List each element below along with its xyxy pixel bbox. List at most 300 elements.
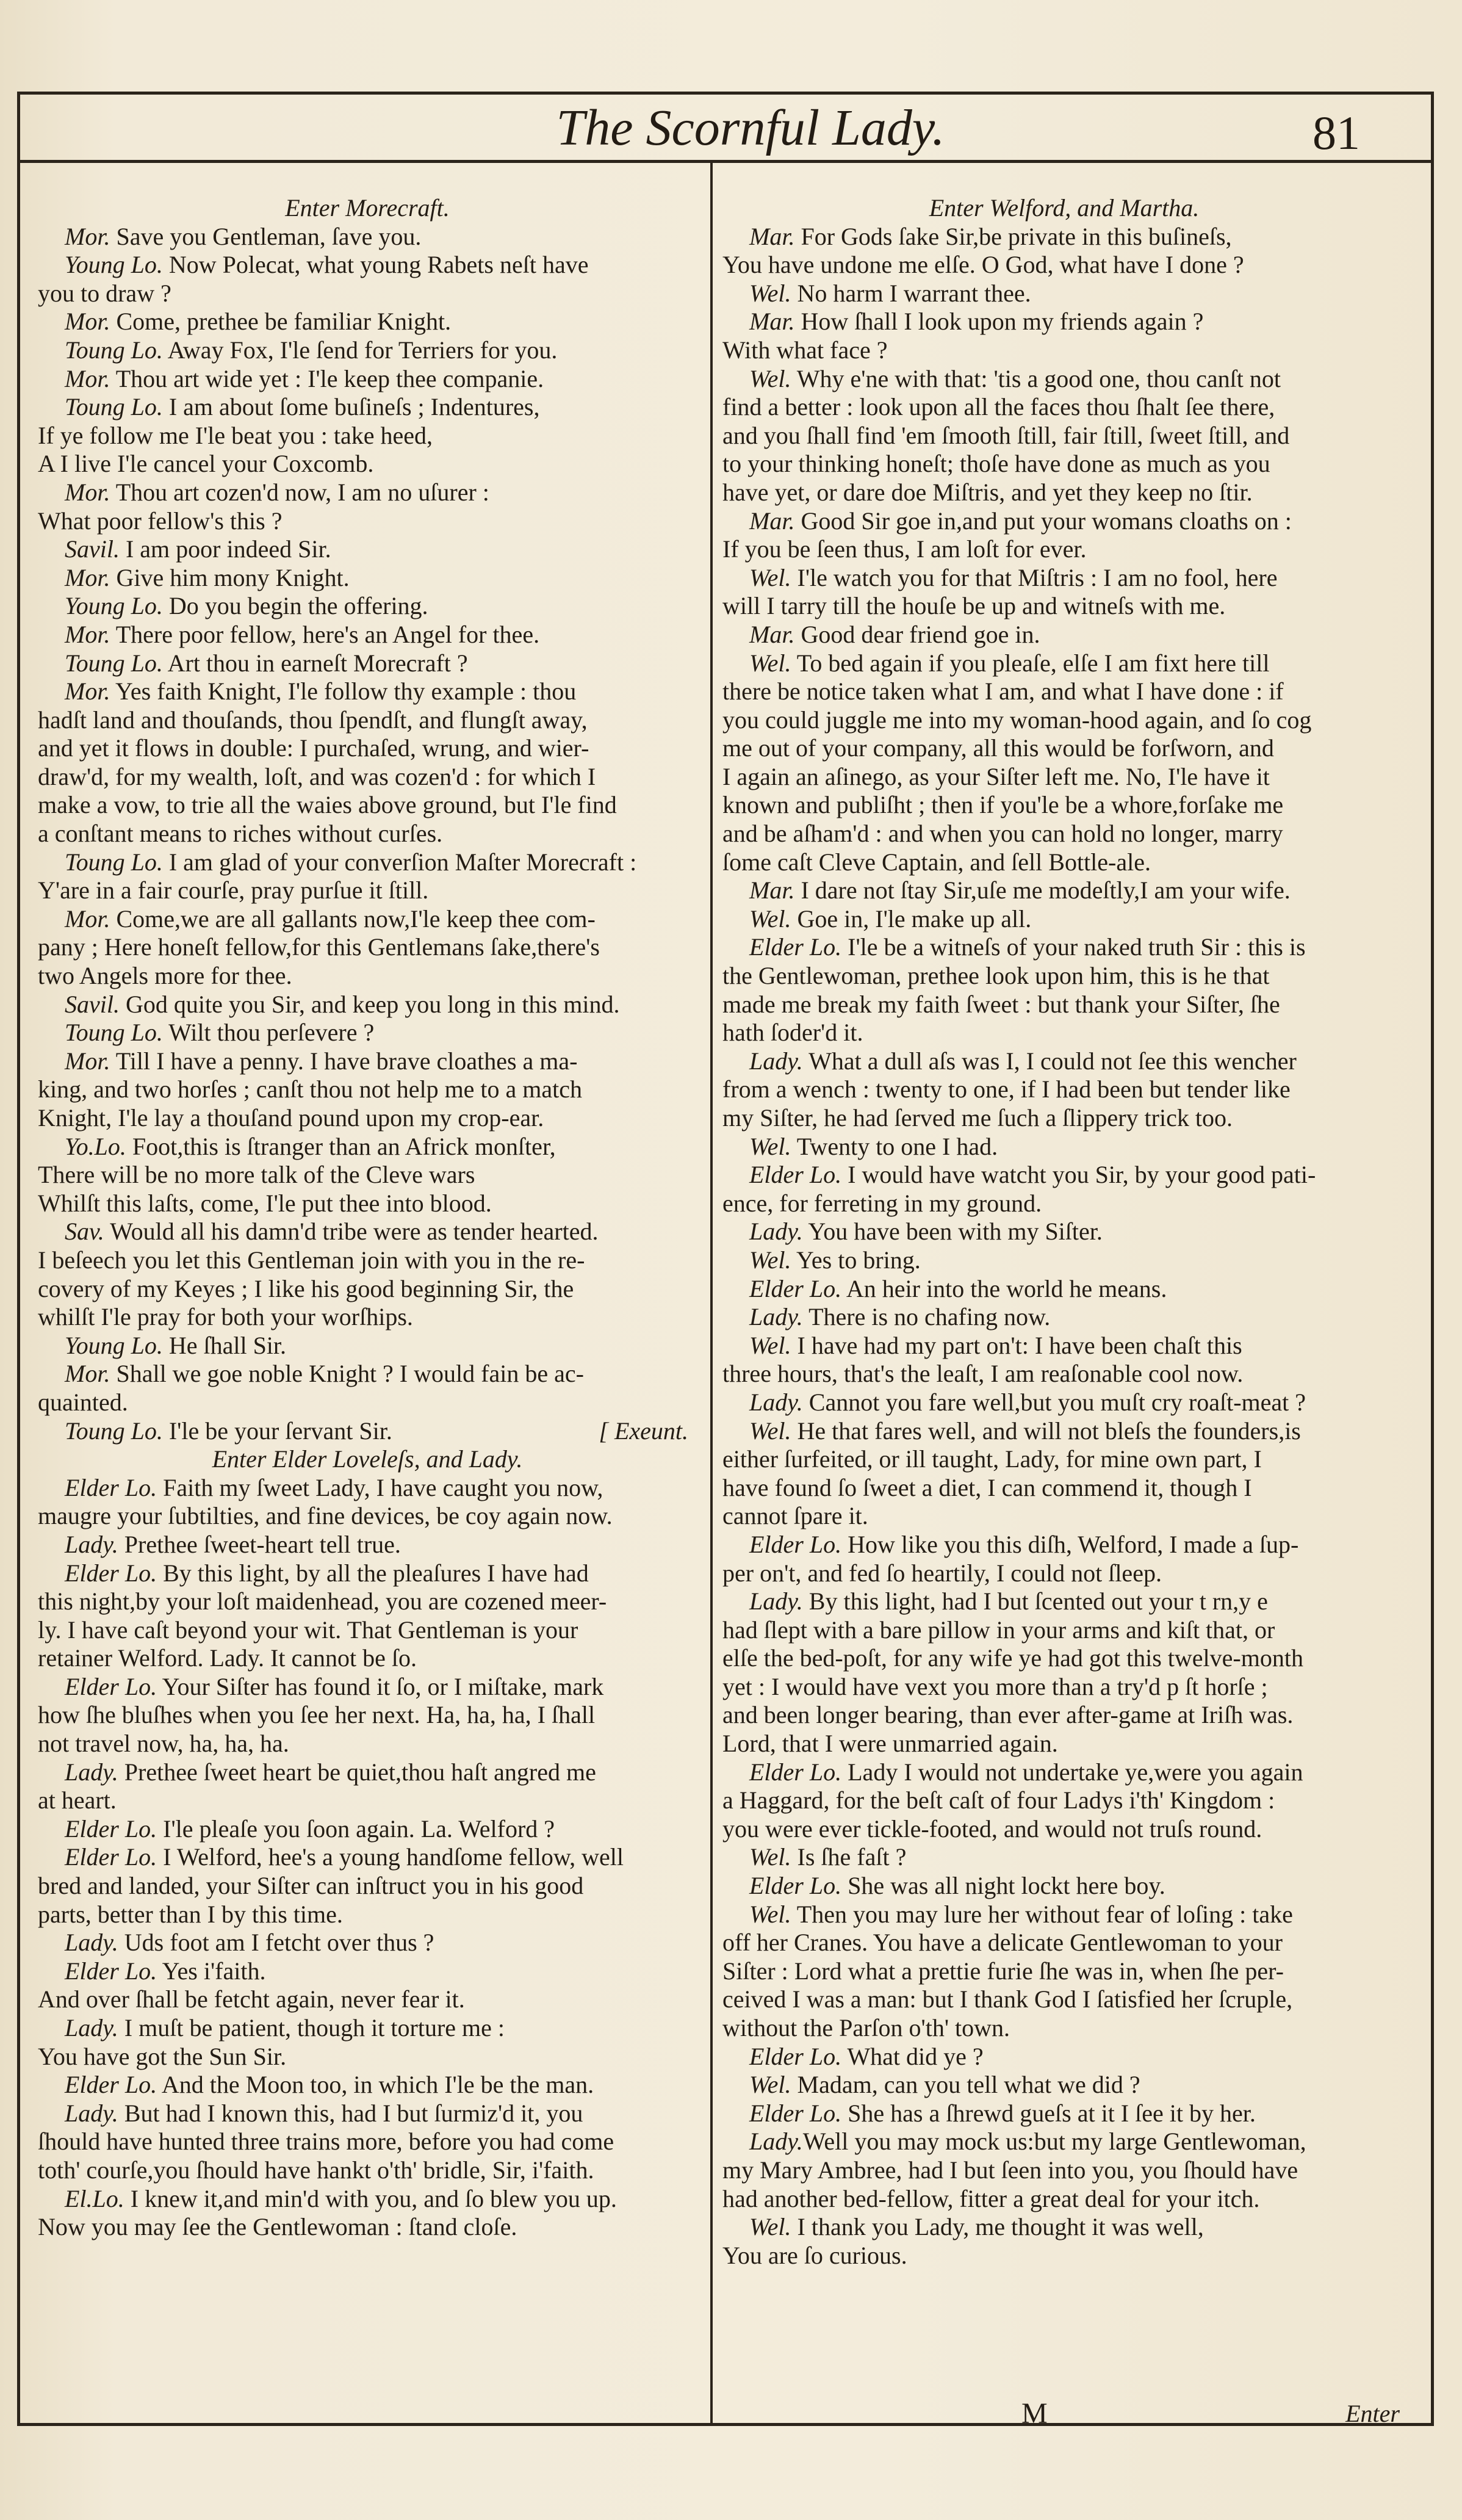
stage-direction xyxy=(38,1445,697,1474)
continuation-line xyxy=(722,2014,1406,2043)
continuation-line xyxy=(38,1901,697,1929)
speech-text: Do you begin the offering. xyxy=(162,592,428,620)
speech-text: hath ſoder'd it. xyxy=(722,1019,863,1047)
speech-text: parts, better than I by this time. xyxy=(38,1900,343,1928)
signature-mark: M xyxy=(1021,2397,1048,2430)
speech-text: covery of my Keyes ; I like his good beginning Sir, the xyxy=(38,1274,574,1302)
speech-line xyxy=(722,507,1406,536)
speech-text: ceived I was a man: but I thank God I ſatisfied her ſcruple, xyxy=(722,1985,1293,2013)
speech-line xyxy=(38,1673,697,1702)
speech-text: I'le be a witneſs of your naked truth Sir : this is xyxy=(841,933,1306,961)
speaker-name: Toung Lo. xyxy=(65,1417,163,1445)
speaker-name: Elder Lo. xyxy=(749,1161,842,1189)
speaker-name: Mor. xyxy=(65,1047,110,1075)
speaker-name: Wel. xyxy=(749,563,791,591)
speech-line xyxy=(722,2043,1406,2071)
speech-line xyxy=(722,1417,1406,1446)
speaker-name: Lady. xyxy=(749,1587,803,1616)
speech-text: a conſtant means to riches without curſes. xyxy=(38,820,443,848)
speech-text: God quite you Sir, and keep you long in this mind. xyxy=(119,990,620,1018)
speech-line xyxy=(722,621,1406,649)
speaker-name: Wel. xyxy=(749,1246,791,1274)
speech-line xyxy=(38,564,697,593)
speaker-name: Mar. xyxy=(749,308,795,336)
speech-line xyxy=(722,1872,1406,1901)
continuation-line xyxy=(722,677,1406,706)
speech-text: I have had my part on't: I have been chaſt this xyxy=(791,1331,1242,1359)
speech-text: Prethee ſweet-heart tell true. xyxy=(118,1530,401,1558)
speech-text: You have undone me elſe. O God, what have I done ? xyxy=(722,251,1244,279)
speech-text: What did ye ? xyxy=(841,2042,984,2070)
speaker-name: Elder Lo. xyxy=(65,1559,157,1587)
speaker-name: Elder Lo. xyxy=(749,1758,842,1786)
speaker-name: Yo.Lo. xyxy=(65,1132,126,1160)
stage-direction xyxy=(722,194,1406,223)
speech-text: how ſhe bluſhes when you ſee her next. Ha, ha, ha, I ſhall xyxy=(38,1701,596,1729)
speech-line xyxy=(38,991,697,1019)
speaker-name: Elder Lo. xyxy=(65,1814,157,1843)
continuation-line xyxy=(38,422,697,450)
continuation-line xyxy=(38,1730,697,1758)
speech-line xyxy=(38,677,697,706)
speaker-name: Toung Lo. xyxy=(65,848,163,876)
continuation-line xyxy=(38,450,697,478)
speech-text: Art thou in earneſt Morecraft ? xyxy=(162,649,468,677)
speech-line xyxy=(722,1843,1406,1872)
speech-text: What poor fellow's this ? xyxy=(38,507,283,535)
speech-text: per on't, and fed ſo heartily, I could not ſleep. xyxy=(722,1559,1162,1587)
speech-text: ence, for ferreting in my ground. xyxy=(722,1189,1042,1217)
speech-text: She was all night lockt here boy. xyxy=(841,1872,1165,1900)
speech-line xyxy=(722,564,1406,593)
speech-line xyxy=(722,876,1406,905)
speech-line xyxy=(38,535,697,564)
speech-text: and been longer bearing, than ever after-game at Iriſh was. xyxy=(722,1701,1294,1729)
speech-text: Yes i'faith. xyxy=(157,1957,266,1985)
continuation-line xyxy=(722,1502,1406,1531)
speaker-name: Wel. xyxy=(749,649,791,677)
continuation-line xyxy=(722,791,1406,820)
speech-text: A I live I'le cancel your Coxcomb. xyxy=(38,450,374,478)
speaker-name: Elder Lo. xyxy=(749,2099,842,2127)
speech-text: Madam, can you tell what we did ? xyxy=(791,2071,1140,2099)
speech-text: If ye follow me I'le beat you : take heed, xyxy=(38,421,433,449)
speech-line xyxy=(38,223,697,251)
continuation-line xyxy=(722,535,1406,564)
speaker-name: Elder Lo. xyxy=(749,1530,842,1558)
speech-line xyxy=(38,478,697,507)
speech-line xyxy=(38,905,697,934)
speech-text: Goe in, I'le make up all. xyxy=(791,904,1032,933)
speech-line xyxy=(38,621,697,649)
speech-text: I am glad of your converſion Maſter Morecraft : xyxy=(162,848,637,876)
speaker-name: Wel. xyxy=(749,1900,791,1928)
speaker-name: Mar. xyxy=(749,507,795,535)
speech-text: Would all his damn'd tribe were as tender hearted. xyxy=(104,1218,599,1246)
speech-text: made me break my faith ſweet : but thank your Siſter, ſhe xyxy=(722,990,1280,1018)
continuation-line xyxy=(722,1786,1406,1815)
stage-direction-text: Enter Elder Loveleſs, and Lady. xyxy=(212,1445,523,1473)
continuation-line xyxy=(722,1701,1406,1730)
speech-line xyxy=(722,2099,1406,2128)
column-divider xyxy=(710,162,713,2424)
speech-text: two Angels more for thee. xyxy=(38,962,292,990)
speech-line xyxy=(38,1019,697,1047)
speech-line xyxy=(722,1531,1406,1559)
speech-text: There is no chafing now. xyxy=(802,1303,1051,1331)
speech-line xyxy=(722,905,1406,934)
speaker-name: Mar. xyxy=(749,222,795,250)
speaker-name: Mor. xyxy=(65,308,110,336)
speech-text: How like you this diſh, Welford, I made a ſup- xyxy=(841,1530,1299,1558)
speech-text: Yes faith Knight, I'le follow thy example : thou xyxy=(110,677,577,706)
speech-line xyxy=(38,1531,697,1559)
continuation-line xyxy=(722,1644,1406,1673)
continuation-line xyxy=(722,450,1406,478)
speech-line xyxy=(722,1218,1406,1246)
continuation-line xyxy=(722,2242,1406,2270)
speech-text: either ſurfeited, or ill taught, Lady, for mine own part, I xyxy=(722,1445,1262,1473)
speech-text: will I tarry till the houſe be up and witneſs with me. xyxy=(722,592,1226,620)
speaker-name: Mor. xyxy=(65,364,110,392)
speaker-name: Mor. xyxy=(65,1360,110,1388)
continuation-line xyxy=(722,1929,1406,1957)
speaker-name: Mor. xyxy=(65,478,110,506)
speech-line xyxy=(722,1587,1406,1616)
speech-line xyxy=(38,365,697,394)
speaker-name: Elder Lo. xyxy=(65,1957,157,1985)
speaker-name: Toung Lo. xyxy=(65,393,163,421)
speech-line xyxy=(38,1474,697,1503)
continuation-line xyxy=(38,933,697,962)
continuation-line xyxy=(722,991,1406,1019)
speech-text: Till I have a penny. I have brave cloathes a ma- xyxy=(110,1047,578,1075)
continuation-line xyxy=(38,1104,697,1133)
speaker-name: Lady. xyxy=(65,2099,118,2127)
stage-direction-text: Enter Morecraft. xyxy=(285,194,450,222)
stage-direction-text: Enter Welford, and Martha. xyxy=(929,194,1200,222)
speaker-name: Elder Lo. xyxy=(749,933,842,961)
speech-text: without the Parſon o'th' town. xyxy=(722,2014,1010,2042)
speech-text: Cannot you fare well,but you muſt cry roaſt-meat ? xyxy=(802,1388,1306,1416)
continuation-line xyxy=(722,763,1406,792)
continuation-line xyxy=(38,1616,697,1645)
continuation-line xyxy=(38,280,697,308)
speech-text: at heart. xyxy=(38,1786,117,1814)
speech-line xyxy=(722,1275,1406,1304)
speech-text: make a vow, to trie all the waies above ground, but I'le find xyxy=(38,791,617,819)
speech-text: and you ſhall find 'em ſmooth ſtill, fair ſtill, ſweet ſtill, and xyxy=(722,421,1290,449)
speech-text: I'le pleaſe you ſoon again. La. Welford ? xyxy=(157,1814,555,1843)
speech-line xyxy=(722,280,1406,308)
speech-text: you to draw ? xyxy=(38,279,171,307)
speaker-name: Mor. xyxy=(65,620,110,648)
speech-text: have yet, or dare doe Miſtris, and yet they keep no ſtir. xyxy=(722,478,1253,506)
speech-line xyxy=(38,308,697,336)
continuation-line xyxy=(38,1786,697,1815)
speech-line xyxy=(722,1133,1406,1161)
speech-text: Good dear friend goe in. xyxy=(794,620,1040,648)
speech-text: toth' courſe,you ſhould have hankt o'th' bridle, Sir, i'faith. xyxy=(38,2156,594,2184)
speaker-name: Wel. xyxy=(749,279,791,307)
speech-text: have found ſo ſweet a diet, I can commend it, though I xyxy=(722,1473,1252,1501)
speech-text: You are ſo curious. xyxy=(722,2241,907,2269)
continuation-line xyxy=(38,2213,697,2242)
speech-text: a Haggard, for the beſt caſt of four Ladys i'th' Kingdom : xyxy=(722,1786,1275,1814)
speech-text: I am about ſome buſineſs ; Indentures, xyxy=(162,393,540,421)
speaker-name: Lady. xyxy=(749,1388,803,1416)
speech-line xyxy=(722,2071,1406,2099)
speech-line xyxy=(38,1843,697,1872)
speech-text: To bed again if you pleaſe, elſe I am fixt here till xyxy=(791,649,1270,677)
speech-text: Yes to bring. xyxy=(791,1246,921,1274)
speech-text: Now Polecat, what young Rabets neſt have xyxy=(162,251,589,279)
speech-line xyxy=(38,251,697,280)
speech-text: Save you Gentleman, ſave you. xyxy=(110,222,422,250)
speech-text: yet : I would have vext you more than a try'd p ſt horſe ; xyxy=(722,1672,1268,1700)
speaker-name: Lady. xyxy=(749,1047,803,1075)
speaker-name: Lady. xyxy=(749,1303,803,1331)
speech-text: Come,we are all gallants now,I'le keep thee com- xyxy=(110,904,596,933)
speech-text: Thou art cozen'd now, I am no uſurer : xyxy=(110,478,489,506)
speaker-name: Lady. xyxy=(65,1929,118,1957)
speech-line xyxy=(722,649,1406,678)
speech-text: me out of your company, all this would be forſworn, and xyxy=(722,734,1274,762)
continuation-line xyxy=(38,1275,697,1304)
continuation-line xyxy=(722,1730,1406,1758)
speech-text: you could juggle me into my woman-hood again, and ſo cog xyxy=(722,706,1312,734)
speech-text: from a wench : twenty to one, if I had been but tender like xyxy=(722,1075,1291,1103)
speaker-name: Wel. xyxy=(749,2213,791,2241)
speech-text: hadſt land and thouſands, thou ſpendſt, and flungſt away, xyxy=(38,706,588,734)
speech-text: off her Cranes. You have a delicate Gentlewoman to your xyxy=(722,1929,1283,1957)
speaker-name: Mor. xyxy=(65,677,110,706)
speech-line xyxy=(38,1957,697,1986)
speech-line xyxy=(38,2185,697,2214)
continuation-line xyxy=(722,848,1406,877)
speaker-name: El.Lo. xyxy=(65,2184,124,2212)
continuation-line xyxy=(722,1616,1406,1645)
speech-line xyxy=(722,2128,1406,2156)
speaker-name: Toung Lo. xyxy=(65,1019,163,1047)
speech-text: Lady I would not undertake ye,were you again xyxy=(841,1758,1303,1786)
speech-text: Whilſt this laſts, come, I'le put thee into blood. xyxy=(38,1189,492,1217)
speech-text: By this light, by all the pleaſures I have had xyxy=(157,1559,589,1587)
speech-line xyxy=(38,1929,697,1957)
continuation-line xyxy=(38,2043,697,2071)
continuation-line xyxy=(722,1104,1406,1133)
speech-text: king, and two horſes ; canſt thou not help me to a match xyxy=(38,1075,583,1103)
speech-text: I again an aſinego, as your Siſter left me. No, I'le have it xyxy=(722,762,1270,790)
exit-direction: [ Exeunt. xyxy=(599,1417,688,1445)
running-title: The Scornful Lady. xyxy=(556,99,945,156)
speaker-name: Wel. xyxy=(749,1132,791,1160)
speech-text: I'le watch you for that Miſtris : I am no fool, here xyxy=(791,563,1278,591)
speaker-name: Lady. xyxy=(65,2014,118,2042)
continuation-line xyxy=(38,1161,697,1190)
speech-text: There poor fellow, here's an Angel for thee. xyxy=(110,620,540,648)
speech-text: Thou art wide yet : I'le keep thee companie. xyxy=(110,364,544,392)
speech-line xyxy=(722,1303,1406,1332)
continuation-line xyxy=(722,1474,1406,1503)
speech-text: He that fares well, and will not bleſs the founders,is xyxy=(791,1417,1301,1445)
speech-text: not travel now, ha, ha, ha. xyxy=(38,1730,289,1758)
speaker-name: Wel. xyxy=(749,364,791,392)
speech-text: cannot ſpare it. xyxy=(722,1502,868,1530)
speech-text: By this light, had I but ſcented out your t rn,y e xyxy=(802,1587,1268,1616)
speech-text: find a better : look upon all the faces thou ſhalt ſee there, xyxy=(722,393,1275,421)
continuation-line xyxy=(722,1360,1406,1388)
speech-line xyxy=(38,1332,697,1360)
speaker-name: Mar. xyxy=(749,620,795,648)
continuation-line xyxy=(38,2128,697,2156)
speech-text: had ſlept with a bare pillow in your arms and kiſt that, or xyxy=(722,1616,1275,1644)
speech-line xyxy=(722,365,1406,394)
speech-text: Siſter : Lord what a prettie furie ſhe was in, when ſhe per- xyxy=(722,1957,1284,1985)
speech-text: I would have watcht you Sir, by your good pati- xyxy=(841,1161,1316,1189)
speech-text: Faith my ſweet Lady, I have caught you now, xyxy=(157,1473,603,1501)
speech-text: I muſt be patient, though it torture me : xyxy=(118,2014,505,2042)
continuation-line xyxy=(722,1559,1406,1588)
catchword: Enter xyxy=(1345,2400,1400,2427)
speech-text: known and publiſht ; then if you'le be a whore,forſake me xyxy=(722,791,1284,819)
speech-text: You have been with my Siſter. xyxy=(802,1218,1103,1246)
speech-text: the Gentlewoman, prethee look upon him, this is he that xyxy=(722,962,1270,990)
speaker-name: Savil. xyxy=(65,535,120,563)
speech-text: Knight, I'le lay a thouſand pound upon my crop-ear. xyxy=(38,1104,544,1132)
speaker-name: Mor. xyxy=(65,904,110,933)
continuation-line xyxy=(722,1075,1406,1104)
speaker-name: Lady. xyxy=(65,1758,118,1786)
speaker-name: Young Lo. xyxy=(65,1331,163,1359)
header-rule xyxy=(17,160,1434,163)
speech-line xyxy=(38,336,697,365)
speaker-name: Wel. xyxy=(749,1417,791,1445)
continuation-line xyxy=(722,2185,1406,2214)
speech-line xyxy=(38,2071,697,2099)
speech-text: there be notice taken what I am, and what I have done : if xyxy=(722,677,1284,706)
speech-line xyxy=(722,2213,1406,2242)
speech-text: elſe the bed-poſt, for any wife ye had got this twelve-month xyxy=(722,1644,1303,1672)
speech-line xyxy=(722,223,1406,251)
continuation-line xyxy=(38,791,697,820)
speaker-name: Wel. xyxy=(749,904,791,933)
continuation-line xyxy=(722,2156,1406,2185)
speaker-name: Elder Lo. xyxy=(65,1843,157,1871)
speech-text: How ſhall I look upon my friends again ? xyxy=(794,308,1204,336)
speaker-name: Young Lo. xyxy=(65,592,163,620)
speech-text: I beſeech you let this Gentleman join with you in the re- xyxy=(38,1246,585,1274)
speech-line xyxy=(38,592,697,621)
continuation-line xyxy=(38,1303,697,1332)
speech-text: bred and landed, your Siſter can inſtruct you in his good xyxy=(38,1872,584,1900)
speech-line xyxy=(38,1815,697,1844)
speech-text: Give him mony Knight. xyxy=(110,563,350,591)
continuation-line xyxy=(38,507,697,536)
speech-line xyxy=(722,1901,1406,1929)
speech-text: He ſhall Sir. xyxy=(162,1331,287,1359)
continuation-line xyxy=(722,422,1406,450)
continuation-line xyxy=(38,706,697,735)
speech-line xyxy=(722,1388,1406,1417)
speech-line xyxy=(38,1559,697,1588)
speech-text: What a dull aſs was I, I could not ſee this wencher xyxy=(802,1047,1297,1075)
speech-line xyxy=(38,848,697,877)
speech-line xyxy=(722,933,1406,962)
speech-text: Your Siſter has found it ſo, or I miſtake, mark xyxy=(157,1672,604,1700)
speaker-name: Savil. xyxy=(65,990,120,1018)
speaker-name: Wel. xyxy=(749,2071,791,2099)
speaker-name: Mor. xyxy=(65,563,110,591)
speech-text: Shall we goe noble Knight ? I would fain be ac- xyxy=(110,1360,584,1388)
speech-text: Wilt thou perſevere ? xyxy=(162,1019,375,1047)
speech-line xyxy=(722,1332,1406,1360)
speech-text: No harm I warrant thee. xyxy=(791,279,1031,307)
speech-text: I Welford, hee's a young handſome fellow, well xyxy=(157,1843,624,1871)
speaker-name: Wel. xyxy=(749,1843,791,1871)
speech-text: But had I known this, had I but ſurmiz'd it, you xyxy=(118,2099,583,2127)
continuation-line xyxy=(38,1246,697,1275)
speaker-name: Young Lo. xyxy=(65,251,163,279)
speech-text: and yet it flows in double: I purchaſed, wrung, and wier- xyxy=(38,734,589,762)
continuation-line xyxy=(722,478,1406,507)
continuation-line xyxy=(38,962,697,991)
speech-text: draw'd, for my wealth, loſt, and was cozen'd : for which I xyxy=(38,762,596,790)
continuation-line xyxy=(722,734,1406,763)
speech-line xyxy=(722,1047,1406,1076)
continuation-line xyxy=(722,592,1406,621)
continuation-line xyxy=(38,876,697,905)
speech-text: my Siſter, he had ſerved me ſuch a ſlippery trick too. xyxy=(722,1104,1233,1132)
continuation-line xyxy=(38,1644,697,1673)
speech-text: ſhould have hunted three trains more, before you had come xyxy=(38,2128,614,2156)
continuation-line xyxy=(38,1388,697,1417)
speech-text: I thank you Lady, me thought it was well, xyxy=(791,2213,1204,2241)
speech-text: ſome caſt Cleve Captain, and ſell Bottle-ale. xyxy=(722,848,1151,876)
speech-line xyxy=(38,1218,697,1246)
speaker-name: Toung Lo. xyxy=(65,649,163,677)
speech-text: this night,by your loſt maidenhead, you are cozened meer- xyxy=(38,1587,607,1616)
speech-text: quainted. xyxy=(38,1388,128,1416)
speech-text: And the Moon too, in which I'le be the man. xyxy=(157,2071,594,2099)
continuation-line xyxy=(722,336,1406,365)
speech-text: Y'are in a fair courſe, pray purſue it ſtill. xyxy=(38,876,429,904)
speaker-name: Toung Lo. xyxy=(65,336,163,364)
speech-line xyxy=(38,2099,697,2128)
speech-line xyxy=(38,393,697,422)
stage-direction xyxy=(38,194,697,223)
speech-text: She has a ſhrewd gueſs at it I ſee it by her. xyxy=(841,2099,1256,2127)
speaker-name: Wel. xyxy=(749,1331,791,1359)
continuation-line xyxy=(38,1587,697,1616)
speech-text: and be aſham'd : and when you can hold no longer, marry xyxy=(722,820,1283,848)
speech-line xyxy=(38,1360,697,1388)
page-number: 81 xyxy=(1313,106,1360,159)
speech-text: whilſt I'le pray for both your worſhips. xyxy=(38,1303,413,1331)
left-column xyxy=(38,194,697,2242)
right-column xyxy=(722,194,1406,2270)
speaker-name: Sav. xyxy=(65,1218,104,1246)
speech-text: If you be ſeen thus, I am loſt for ever. xyxy=(722,535,1087,563)
continuation-line xyxy=(38,734,697,763)
speech-text: retainer Welford. Lady. It cannot be ſo. xyxy=(38,1644,417,1672)
continuation-line xyxy=(722,706,1406,735)
speech-line xyxy=(722,1758,1406,1787)
continuation-line xyxy=(722,1673,1406,1702)
speech-text: my Mary Ambree, had I but ſeen into you, you ſhould have xyxy=(722,2156,1298,2184)
speech-line xyxy=(38,1047,697,1076)
page-footer xyxy=(722,2399,1406,2429)
